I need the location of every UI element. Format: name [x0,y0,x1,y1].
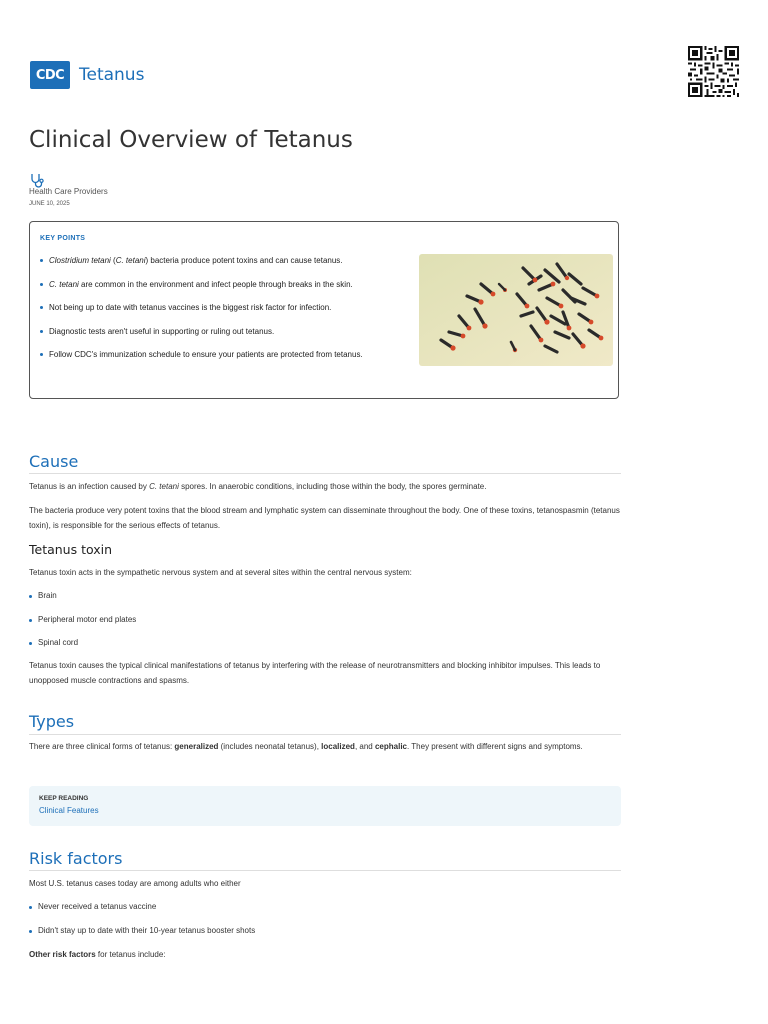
other-risk-factors: Other risk factors for tetanus include: [29,950,166,959]
subheading-tetanus-toxin: Tetanus toxin [29,542,113,557]
key-points-list [40,255,420,373]
key-points-box [29,221,619,399]
keep-reading-callout [29,786,621,826]
toxin-site-item: Peripheral motor end plates [29,615,136,624]
bacteria-micrograph-image [419,254,613,366]
divider [29,734,621,735]
section-heading-cause: Cause [29,452,79,471]
section-heading-types: Types [29,712,75,731]
section-heading-risk-factors: Risk factors [29,849,123,868]
key-point-item: Clostridium tetani (C. tetani) bacteria produce potent toxins and can cause tetanus. [40,255,420,279]
cause-paragraph-2: The bacteria produce very potent toxins that the blood stream and lymphatic system can disseminate throughout the body. One of these toxins, tetanospasmin (tetanus toxin), is responsible for the serious effects of tetanus. [29,506,620,530]
cause-paragraph-1: Tetanus is an infection caused by C. tetani spores. In anaerobic conditions, including those within the body, the spores germinate. [29,482,487,491]
site-name[interactable]: Tetanus [79,65,145,85]
clinical-features-link[interactable]: Clinical Features [39,806,99,815]
risk-item: Didn't stay up to date with their 10-year tetanus booster shots [29,926,255,935]
publish-date: JUNE 10, 2025 [29,201,70,207]
key-point-item: C. tetani are common in the environment and infect people through breaks in the skin. [40,279,420,303]
audience-label[interactable]: Health Care Providers [29,187,108,196]
toxin-intro: Tetanus toxin acts in the sympathetic nervous system and at several sites within the central nervous system: [29,568,412,577]
divider [29,870,621,871]
key-points-label: KEY POINTS [40,235,86,242]
risk-item: Never received a tetanus vaccine [29,902,156,911]
key-point-item: Follow CDC's immunization schedule to ensure your patients are protected from tetanus. [40,349,420,373]
types-paragraph: There are three clinical forms of tetanus: generalized (includes neonatal tetanus), localized, and cephalic. They present with different signs and symptoms. [29,742,583,751]
qr-code-icon [688,46,739,97]
toxin-effects: Tetanus toxin causes the typical clinical manifestations of tetanus by interfering with the release of neurotransmitters and blocking inhibitor impulses. This leads to unopposed muscle contractions and spasms. [29,661,601,685]
risk-intro: Most U.S. tetanus cases today are among adults who either [29,879,241,888]
page-title: Clinical Overview of Tetanus [29,127,353,153]
divider [29,473,621,474]
key-point-item: Not being up to date with tetanus vaccines is the biggest risk factor for infection. [40,302,420,326]
toxin-site-item: Spinal cord [29,638,78,647]
key-point-item: Diagnostic tests aren't useful in supporting or ruling out tetanus. [40,326,420,350]
toxin-site-item: Brain [29,591,57,600]
keep-reading-label: KEEP READING [39,795,89,802]
cdc-logo[interactable]: CDC [30,61,70,89]
site-header [30,60,144,90]
